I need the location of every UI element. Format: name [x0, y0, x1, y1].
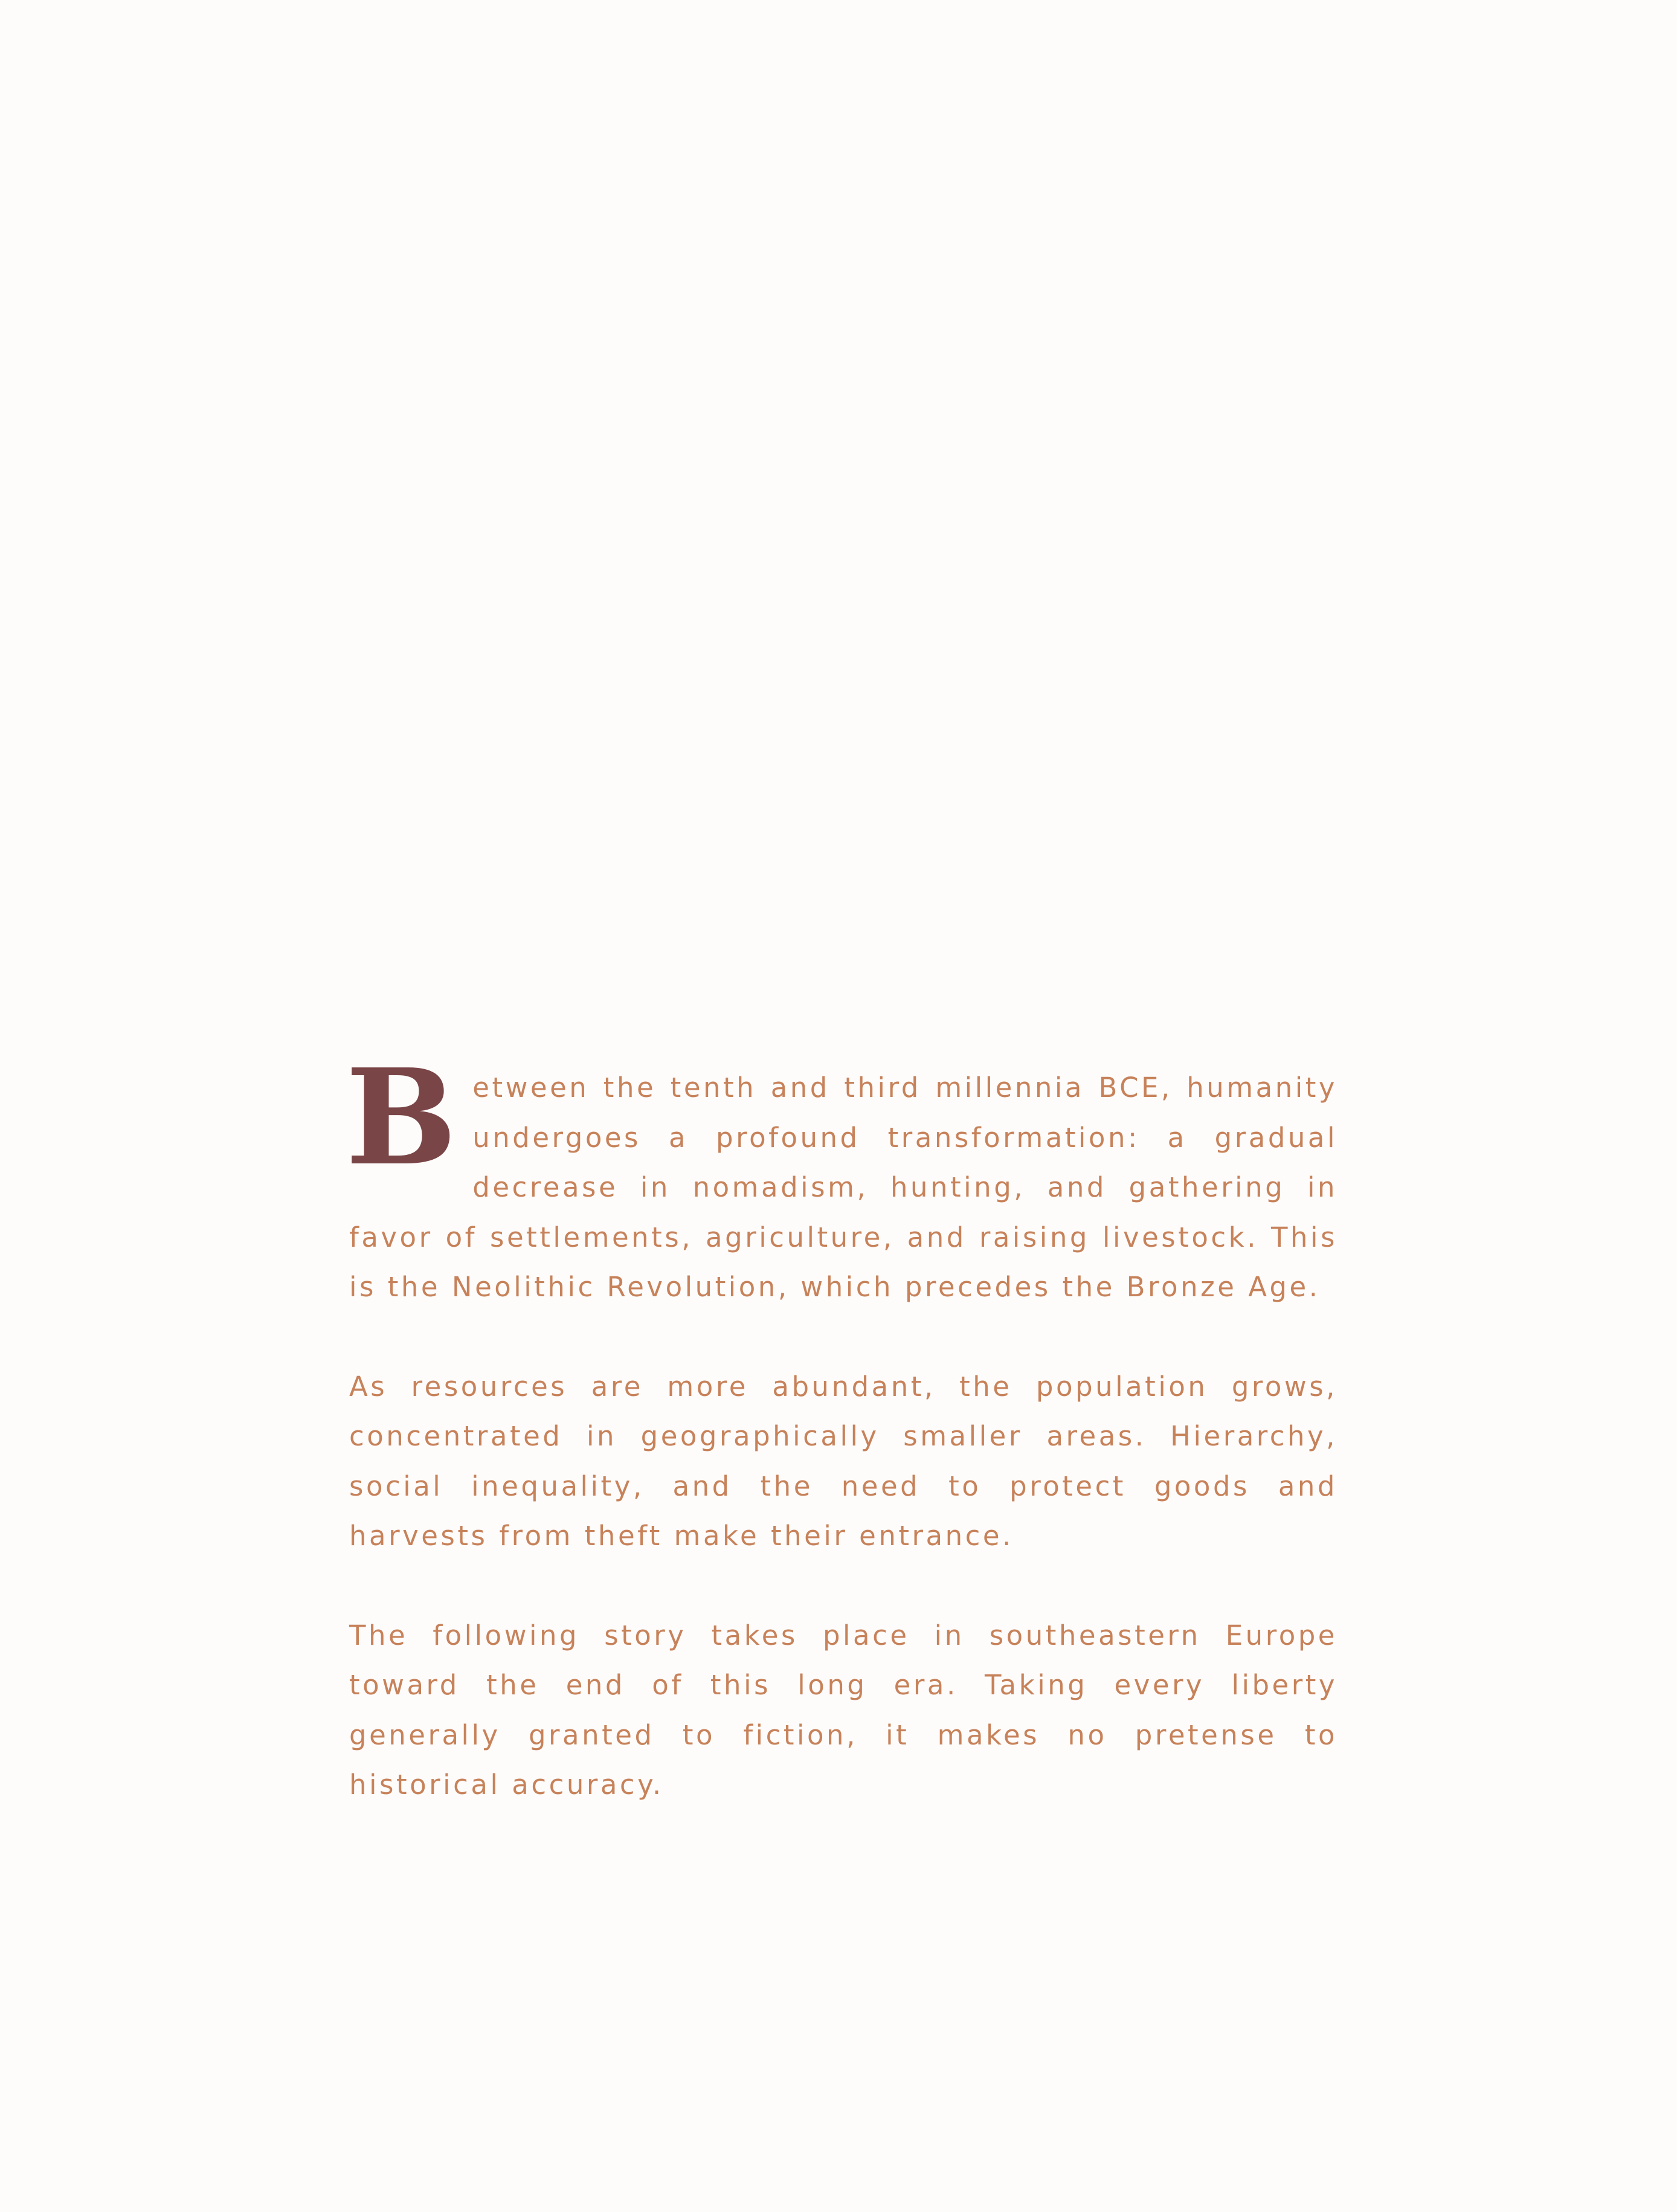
- intro-text-block: [346, 1040, 1337, 1810]
- drop-cap: B: [346, 1040, 457, 1195]
- intro-paragraph-2: As resources are more abundant, the population grows, concentrated in geographically smaller areas. Hierarchy, social inequality, and the need to protect goods and harvests from theft make their entrance.: [349, 1370, 1337, 1552]
- intro-paragraph-3: The following story takes place in southeastern Europe toward the end of this long era. Taking every liberty generally granted to fiction, it makes no pretense to historical accuracy.: [349, 1619, 1337, 1801]
- intro-paragraph-1: [346, 1040, 1337, 1313]
- paragraph-1-text: etween the tenth and third millennia BCE, humanity undergoes a profound transformation: a gradual decrease in nomadism, hunting, and gathering in favor of settlements, agriculture, and raising livestock. This is the Neolithic Revolution, which precedes the Bronze Age.: [349, 1072, 1337, 1303]
